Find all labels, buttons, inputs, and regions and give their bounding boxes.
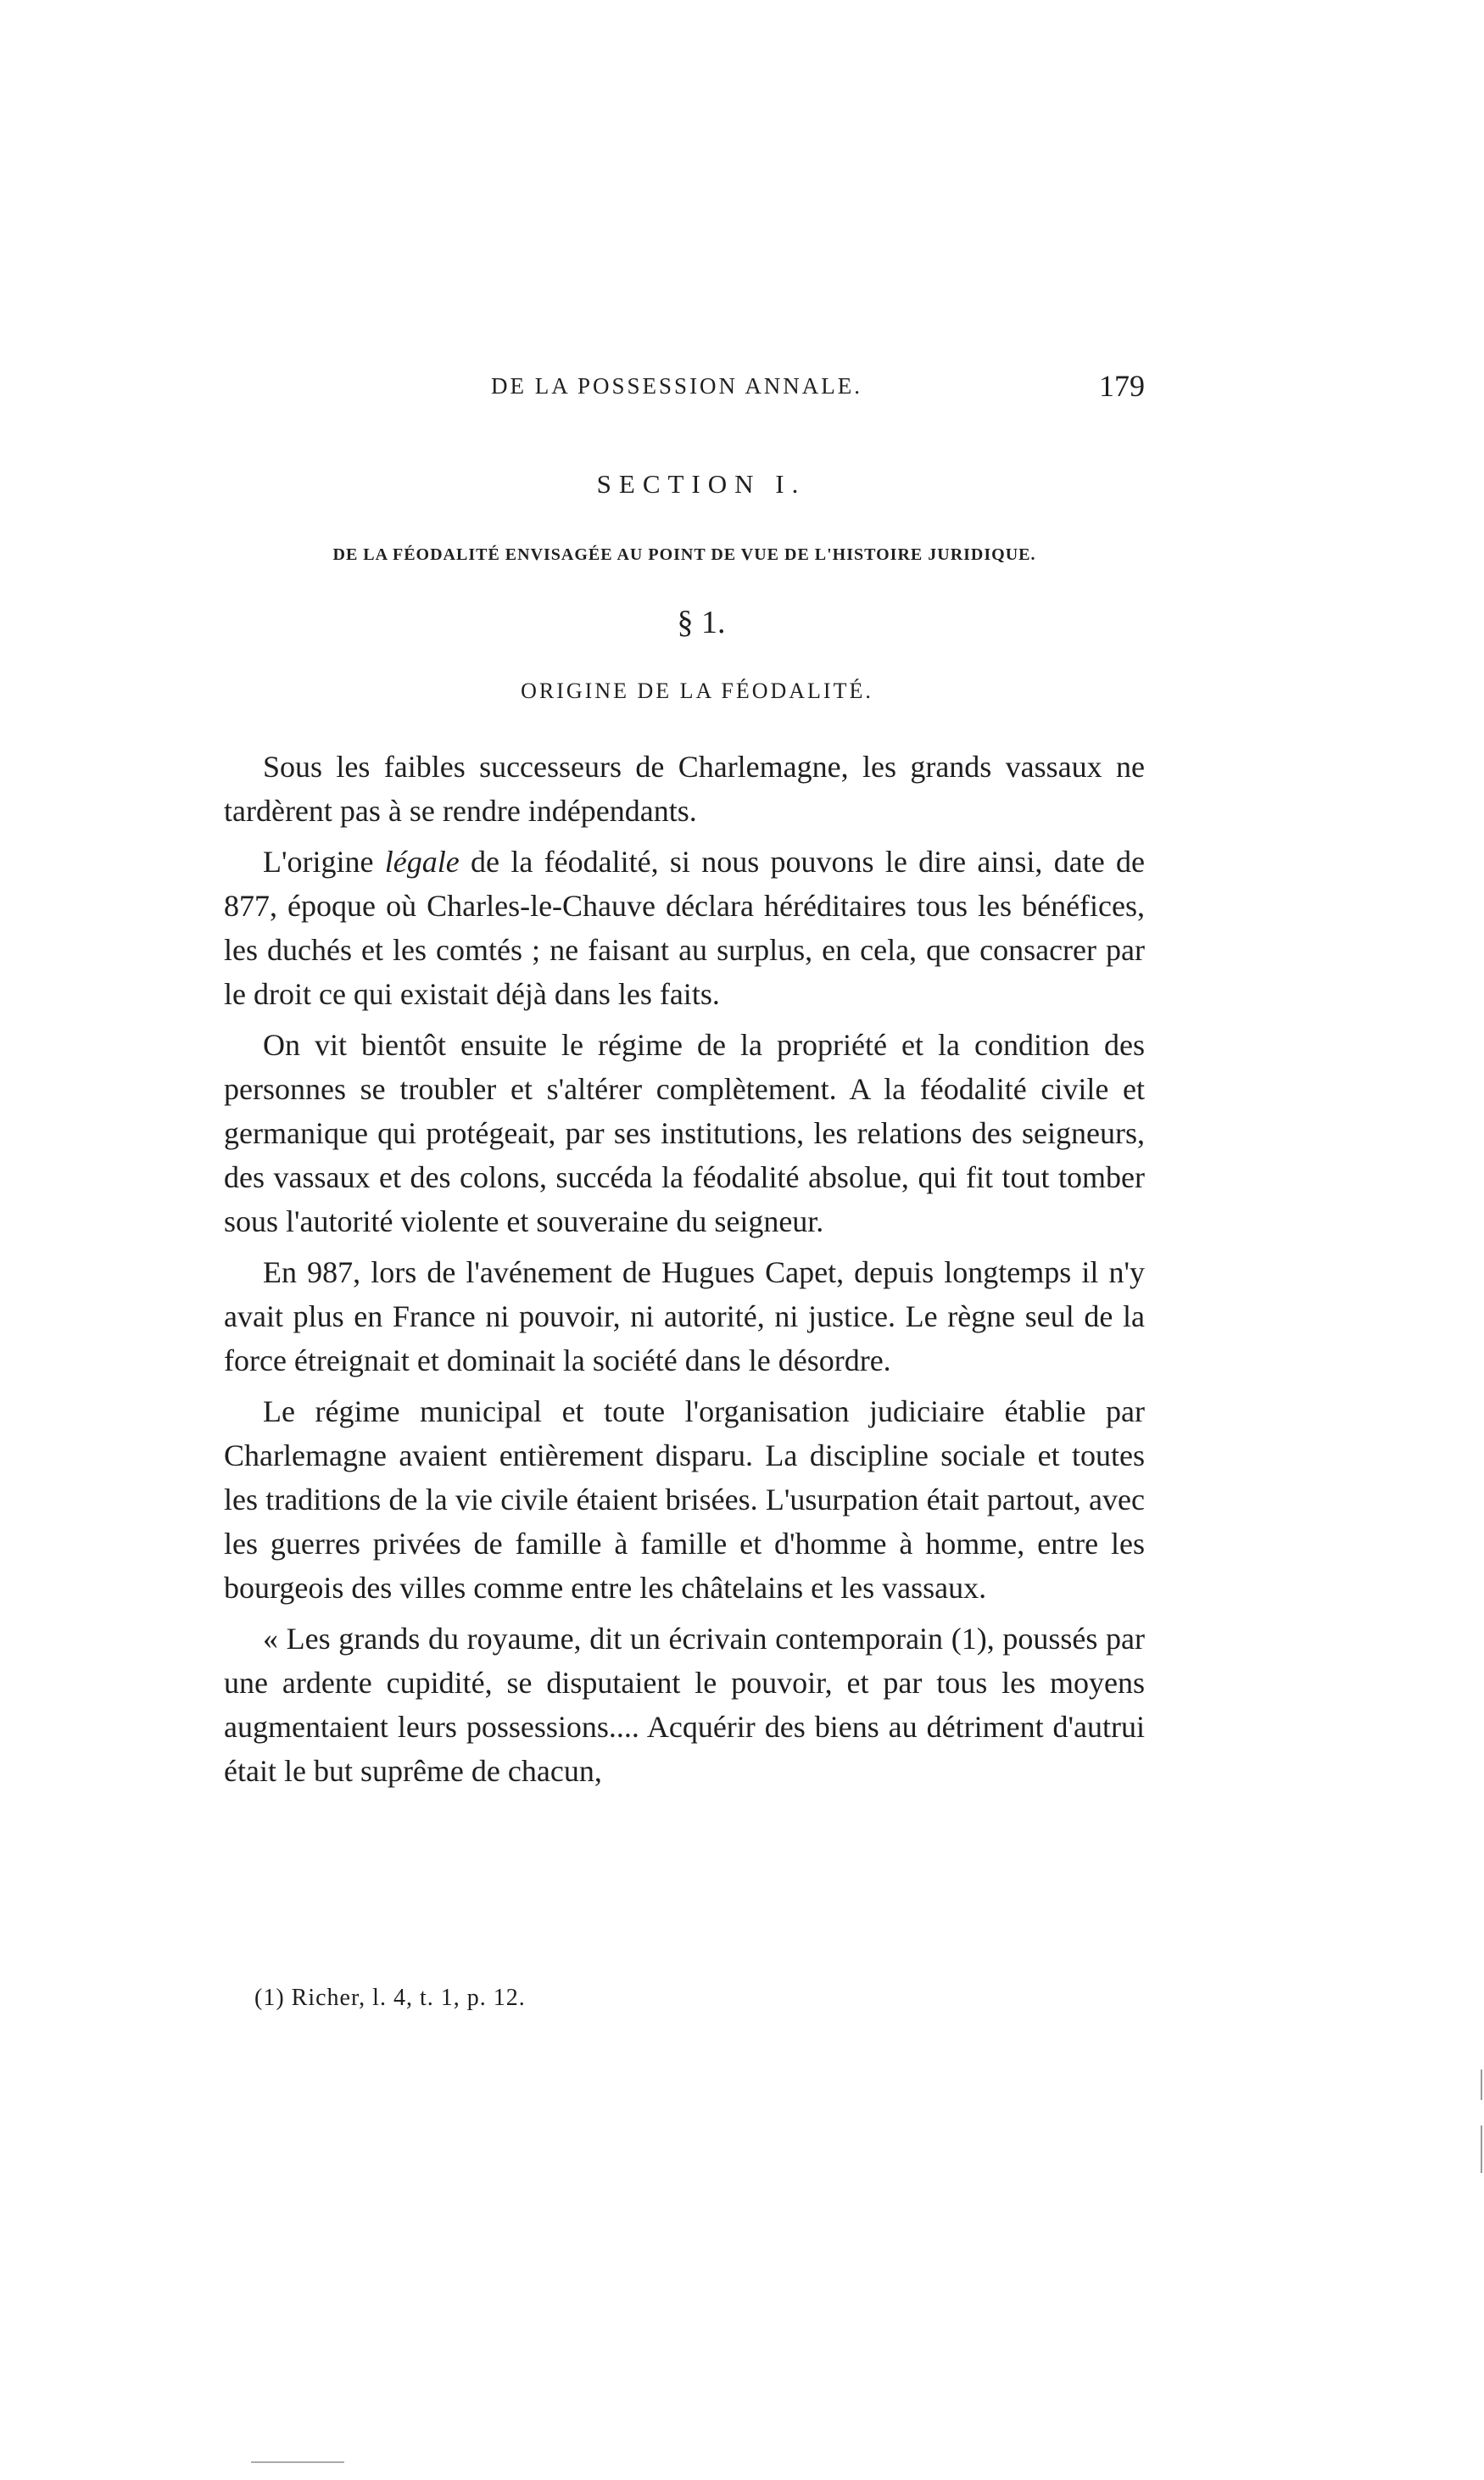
paragraph-2-rest: de la féodalité, si nous pouvons le dire ainsi, date de 877, époque où Charles-le-Chauve déclara héréditaires tous les bénéfices, les duchés et les comtés ; ne faisant au surplus, en cela, que consacrer par le droit ce qui existait déjà dans les faits. — [224, 845, 1145, 1011]
section-title: SECTION I. — [596, 469, 806, 499]
paragraph-2-start: L'origine — [263, 845, 385, 879]
page-number: 179 — [1099, 369, 1145, 403]
paragraph-5: Le régime municipal et toute l'organisation judiciaire établie par Charlemagne avaient entièrement disparu. La discipline sociale et toutes les traditions de la vie civile étaient brisées. L'usurpation était partout, avec les guerres privées de famille à famille et d'homme à homme, entre les bourgeois des villes comme entre les châtelains et les vassaux. — [224, 1394, 1145, 1605]
chapter-heading: ORIGINE DE LA FÉODALITÉ. — [521, 679, 873, 703]
paragraph-number: § 1. — [677, 605, 726, 640]
scan-mark — [1481, 2069, 1482, 2100]
scan-mark — [1481, 2125, 1482, 2173]
emphasis-legale: légale — [384, 845, 460, 879]
footnote: (1) Richer, l. 4, t. 1, p. 12. — [254, 1985, 526, 2011]
running-title: DE LA POSSESSION ANNALE. — [491, 373, 863, 399]
paragraph-3: On vit bientôt ensuite le régime de la propriété et la condition des personnes se troubler et s'altérer complètement. A la féodalité civile et germanique qui protégeait, par ses institutions, les relations des seigneurs, des vassaux et des colons, succéda la féodalité absolue, qui fit tout tomber sous l'autorité violente et souveraine du seigneur. — [224, 1028, 1145, 1238]
paragraph-2 — [224, 840, 1145, 1016]
section-subtitle: DE LA FÉODALITÉ ENVISAGÉE AU POINT DE VUE DE L'HISTOIRE JURIDIQUE. — [332, 545, 1036, 564]
scan-edge-marks — [1479, 2069, 1484, 2205]
paragraph-4: En 987, lors de l'avénement de Hugues Capet, depuis longtemps il n'y avait plus en France ni pouvoir, ni autorité, ni justice. Le règne seul de la force étreignait et dominait la société dans le désordre. — [224, 1255, 1145, 1377]
scan-footer-mark — [251, 2461, 344, 2463]
paragraph-1: Sous les faibles successeurs de Charlemagne, les grands vassaux ne tardèrent pas à se rendre indépendants. — [224, 750, 1145, 828]
paragraph-6: « Les grands du royaume, dit un écrivain contemporain (1), poussés par une ardente cupidité, se disputaient le pouvoir, et par tous les moyens augmentaient leurs possessions.... Acquérir des biens au détriment d'autrui était le but suprême de chacun, — [224, 1622, 1145, 1788]
running-head — [224, 369, 1145, 424]
body-text — [224, 745, 1145, 1800]
